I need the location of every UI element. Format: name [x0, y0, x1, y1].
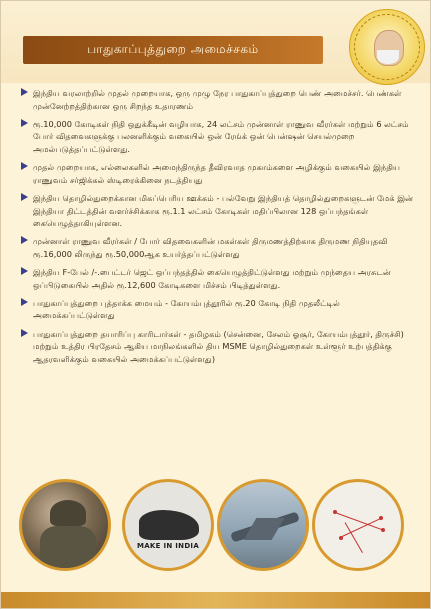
- list-item-text: முன்னாள் ராணுவ வீரர்கள் / போர் விதவைகளின் மகள்கள் திருமணத்திற்காக திருமண நிதியுதவி ரூ.16,000 லிருந்து ரூ.50,000ஆக உயர்த்தப்பட்டுள்ளது: [33, 236, 388, 259]
- list-item: [21, 235, 419, 260]
- fighter-jet-photo: [217, 479, 309, 571]
- list-item: [21, 297, 419, 322]
- soldier-photo: [19, 479, 111, 571]
- soldier-helmet-icon: [50, 500, 86, 526]
- arrow-bullet-icon: [21, 298, 28, 306]
- arrow-bullet-icon: [21, 236, 28, 244]
- list-item-text: முதல் முறையாக, எல்லைகளில் அமைந்திருந்த தீவிரவாத முகாம்களை அழிக்கும் வகையில் இந்திய ராணுவம் சர்ஜிக்கல் ஸ்டிரைக்கினை நடத்தியது: [33, 162, 401, 185]
- list-item-text: பாதுகாப்புத்துறை புத்தாக்க மையம் - கோயம்புத்தூரில் ரூ.20 கோடி நிதி முதலீட்டில் அமைக்கப்பட்டுள்ளது: [33, 297, 340, 321]
- list-item-text: இந்திய தொழில்துறைக்கான மிகப்பெரிய ஊக்கம் - பல்வேறு இந்தியத் தொழில்துறைகளுடன் மேக் இன் இந்தியா திட்டத்தின் வளர்ச்சிக்காக ரூ.1.1 லட்சம் கோடிகள் மதிப்பிலான 128 ஒப்பந்தங்கள் கையெழுத்தாகியுள்ளன.: [33, 192, 414, 229]
- list-item-text: ரூ.10,000 கோடிகள் நிதி ஒதுக்கீடின் வழியாக, 24 லட்சம் முன்னாள் ராணுவ வீரர்கள் மற்றும் 6 லட்சம் போர் விதவைகளுக்கு பலனளிக்கும் வகையில் ஒன் ரேங்க் ஒன் பென்ஷன் செயல்முறை அமல்படுத்தப்பட்டுள்ளது.: [33, 118, 409, 154]
- list-item: [21, 192, 419, 230]
- achievements-list: [21, 87, 419, 371]
- list-item-text: பாதுகாப்புத்துறை தயாரிப்பு காரிடார்கள் - தமிழகம் (சென்னை, சேலம் ஓசூர், கோயம்புத்தூர், திருச்சி) மற்றும் உத்திர பிரதேசம் ஆகிய மாநிலங்களில் திய MSME தொழில்துறைகள் உள்ளூர் உற்பத்திக்கு ஆதரவளிக்கும் வகையில் அமைக்கப்பட்டுள்ளது): [33, 328, 404, 364]
- corridor-map-photo: [312, 479, 404, 571]
- arrow-bullet-icon: [21, 267, 28, 275]
- map-point-icon: [333, 510, 337, 514]
- portrait-emblem-icon: [349, 9, 425, 85]
- soldier-body-icon: [40, 526, 96, 571]
- page-title: பாதுகாப்புத்துறை அமைச்சகம்: [87, 42, 259, 56]
- list-item: [21, 328, 419, 366]
- portrait-beard-icon: [377, 50, 399, 64]
- footer-band: [1, 592, 430, 608]
- list-item: [21, 118, 419, 156]
- list-item-text: இந்திய வரலாற்றில் முதல் முறையாக, ஒரு முழு நேர பாதுகாப்புத்துறை பெண் அமைச்சர். பெண்கள் முன்னேற்றத்திற்கான ஒரு சிறந்த உதாரணம்: [33, 88, 402, 111]
- list-item: [21, 266, 419, 291]
- photo-strip: [1, 479, 430, 589]
- jet-wing-icon: [244, 518, 285, 540]
- list-item: [21, 87, 419, 112]
- map-point-icon: [379, 516, 383, 520]
- title-bar: [23, 36, 323, 64]
- list-item-text: இந்திய F-பேல் /-.பைட்டர் ஜெட் ஒப்பந்தத்தில் கையெழுத்திட்டுள்ளது மற்றும் முந்தைய அரசுடன் ஒப்பிடுகையில் அதில் ரூ.12,600 கோடிகளை மிச்சம் பிடித்துள்ளது.: [33, 267, 391, 290]
- arrow-bullet-icon: [21, 88, 28, 96]
- map-point-icon: [381, 528, 385, 532]
- arrow-bullet-icon: [21, 193, 28, 201]
- header-banner: [1, 1, 430, 83]
- arrow-bullet-icon: [21, 162, 28, 170]
- make-in-india-label: MAKE IN INDIA: [136, 542, 200, 550]
- map-point-icon: [339, 536, 343, 540]
- arrow-bullet-icon: [21, 329, 28, 337]
- arrow-bullet-icon: [21, 119, 28, 127]
- lion-logo-icon: [139, 510, 199, 540]
- list-item: [21, 161, 419, 186]
- make-in-india-photo: [122, 479, 214, 571]
